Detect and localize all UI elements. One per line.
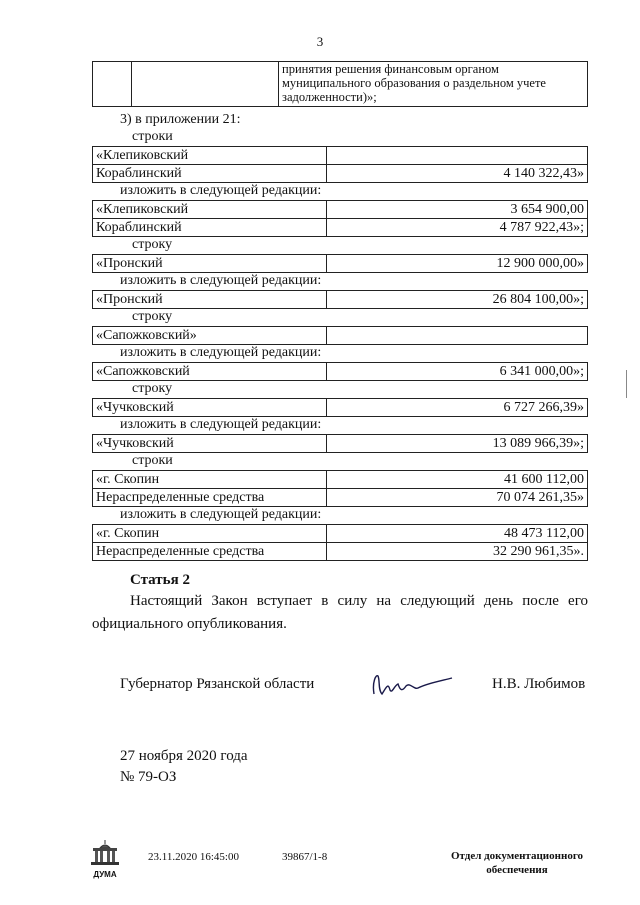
replace-instruction: изложить в следующей редакции: <box>120 273 322 288</box>
department-line-2: обеспечения <box>486 864 548 876</box>
table-row <box>93 255 588 273</box>
continued-text-line-3: задолженности)»; <box>282 90 377 104</box>
table-row <box>93 219 588 237</box>
amount-table <box>92 290 588 309</box>
amount-table <box>92 434 588 453</box>
amount-cell: 6 341 000,00»; <box>327 363 588 381</box>
replace-instruction: изложить в следующей редакции: <box>120 417 322 432</box>
continued-text-line-1: принятия решения финансовым органом <box>282 62 499 76</box>
amount-table <box>92 146 588 183</box>
row-reference-word: строку <box>132 381 173 396</box>
district-name-cell: Нераспределенные средства <box>93 543 327 561</box>
district-name-cell: «Клепиковский <box>93 147 327 165</box>
table-row <box>93 291 588 309</box>
page-number: 3 <box>316 34 324 49</box>
amount-cell: 4 787 922,43»; <box>327 219 588 237</box>
continued-table-cell-3 <box>279 62 588 107</box>
article-line-1: Настоящий Закон вступает в силу на следующий день после его <box>130 593 588 609</box>
amount-cell <box>327 327 588 345</box>
margin-mark <box>626 370 633 398</box>
article-line-2: официального опубликования. <box>92 616 287 632</box>
amount-cell: 13 089 966,39»; <box>327 435 588 453</box>
amount-cell: 3 654 900,00 <box>327 201 588 219</box>
article-heading: Статья 2 <box>130 572 190 588</box>
district-name-cell: «Сапожковский» <box>93 327 327 345</box>
district-name-cell: «г. Скопин <box>93 471 327 489</box>
table-row <box>93 543 588 561</box>
table-row <box>93 471 588 489</box>
table-row <box>93 399 588 417</box>
footer-department <box>432 849 602 877</box>
table-row <box>93 201 588 219</box>
district-name-cell: «г. Скопин <box>93 525 327 543</box>
replace-instruction: изложить в следующей редакции: <box>120 507 322 522</box>
replace-instruction: изложить в следующей редакции: <box>120 183 322 198</box>
duma-emblem <box>88 838 122 879</box>
handwritten-signature <box>368 668 458 702</box>
department-line-1: Отдел документационного <box>450 850 584 862</box>
amount-cell: 12 900 000,00» <box>327 255 588 273</box>
district-name-cell: «Чучковский <box>93 435 327 453</box>
district-name-cell: Нераспределенные средства <box>93 489 327 507</box>
item-label: 3) в приложении 21: <box>120 112 241 127</box>
row-reference-word: строку <box>132 237 173 252</box>
law-number: № 79-ОЗ <box>120 769 177 785</box>
governor-name: Н.В. Любимов <box>492 676 586 692</box>
amount-cell: 70 074 261,35» <box>327 489 588 507</box>
amount-cell: 32 290 961,35». <box>327 543 588 561</box>
row-reference-word: строки <box>132 129 173 144</box>
replace-instruction: изложить в следующей редакции: <box>120 345 322 360</box>
table-row <box>93 165 588 183</box>
footer-doc-id: 39867/1-8 <box>282 851 328 863</box>
table-row <box>93 525 588 543</box>
district-name-cell: «Клепиковский <box>93 201 327 219</box>
table-row <box>93 147 588 165</box>
amount-table <box>92 362 588 381</box>
amount-table <box>92 200 588 237</box>
amount-cell: 48 473 112,00 <box>327 525 588 543</box>
amount-table <box>92 524 588 561</box>
table-row <box>93 435 588 453</box>
continued-text-line-2: муниципального образования о раздельном учете <box>282 76 546 90</box>
continued-table-cell-1 <box>93 62 132 107</box>
district-name-cell: Кораблинский <box>93 219 327 237</box>
district-name-cell: «Сапожковский <box>93 363 327 381</box>
district-name-cell: «Пронский <box>93 255 327 273</box>
amount-table <box>92 326 588 345</box>
amount-cell: 26 804 100,00»; <box>327 291 588 309</box>
amount-table <box>92 470 588 507</box>
table-row <box>93 363 588 381</box>
district-name-cell: Кораблинский <box>93 165 327 183</box>
district-name-cell: «Пронский <box>93 291 327 309</box>
amount-table <box>92 398 588 417</box>
continued-table <box>92 61 588 107</box>
table-row <box>93 489 588 507</box>
governor-title: Губернатор Рязанской области <box>120 676 315 692</box>
table-row <box>93 327 588 345</box>
amount-cell: 4 140 322,43» <box>327 165 588 183</box>
amount-cell: 6 727 266,39» <box>327 399 588 417</box>
article-paragraph <box>92 590 588 636</box>
amount-cell <box>327 147 588 165</box>
district-name-cell: «Чучковский <box>93 399 327 417</box>
footer-timestamp: 23.11.2020 16:45:00 <box>148 851 239 863</box>
signing-date: 27 ноября 2020 года <box>120 748 248 764</box>
row-reference-word: строки <box>132 453 173 468</box>
emblem-caption: ДУМА <box>93 870 117 879</box>
amount-cell: 41 600 112,00 <box>327 471 588 489</box>
row-reference-word: строку <box>132 309 173 324</box>
continued-table-cell-2 <box>132 62 279 107</box>
building-icon <box>88 838 122 866</box>
amount-table <box>92 254 588 273</box>
